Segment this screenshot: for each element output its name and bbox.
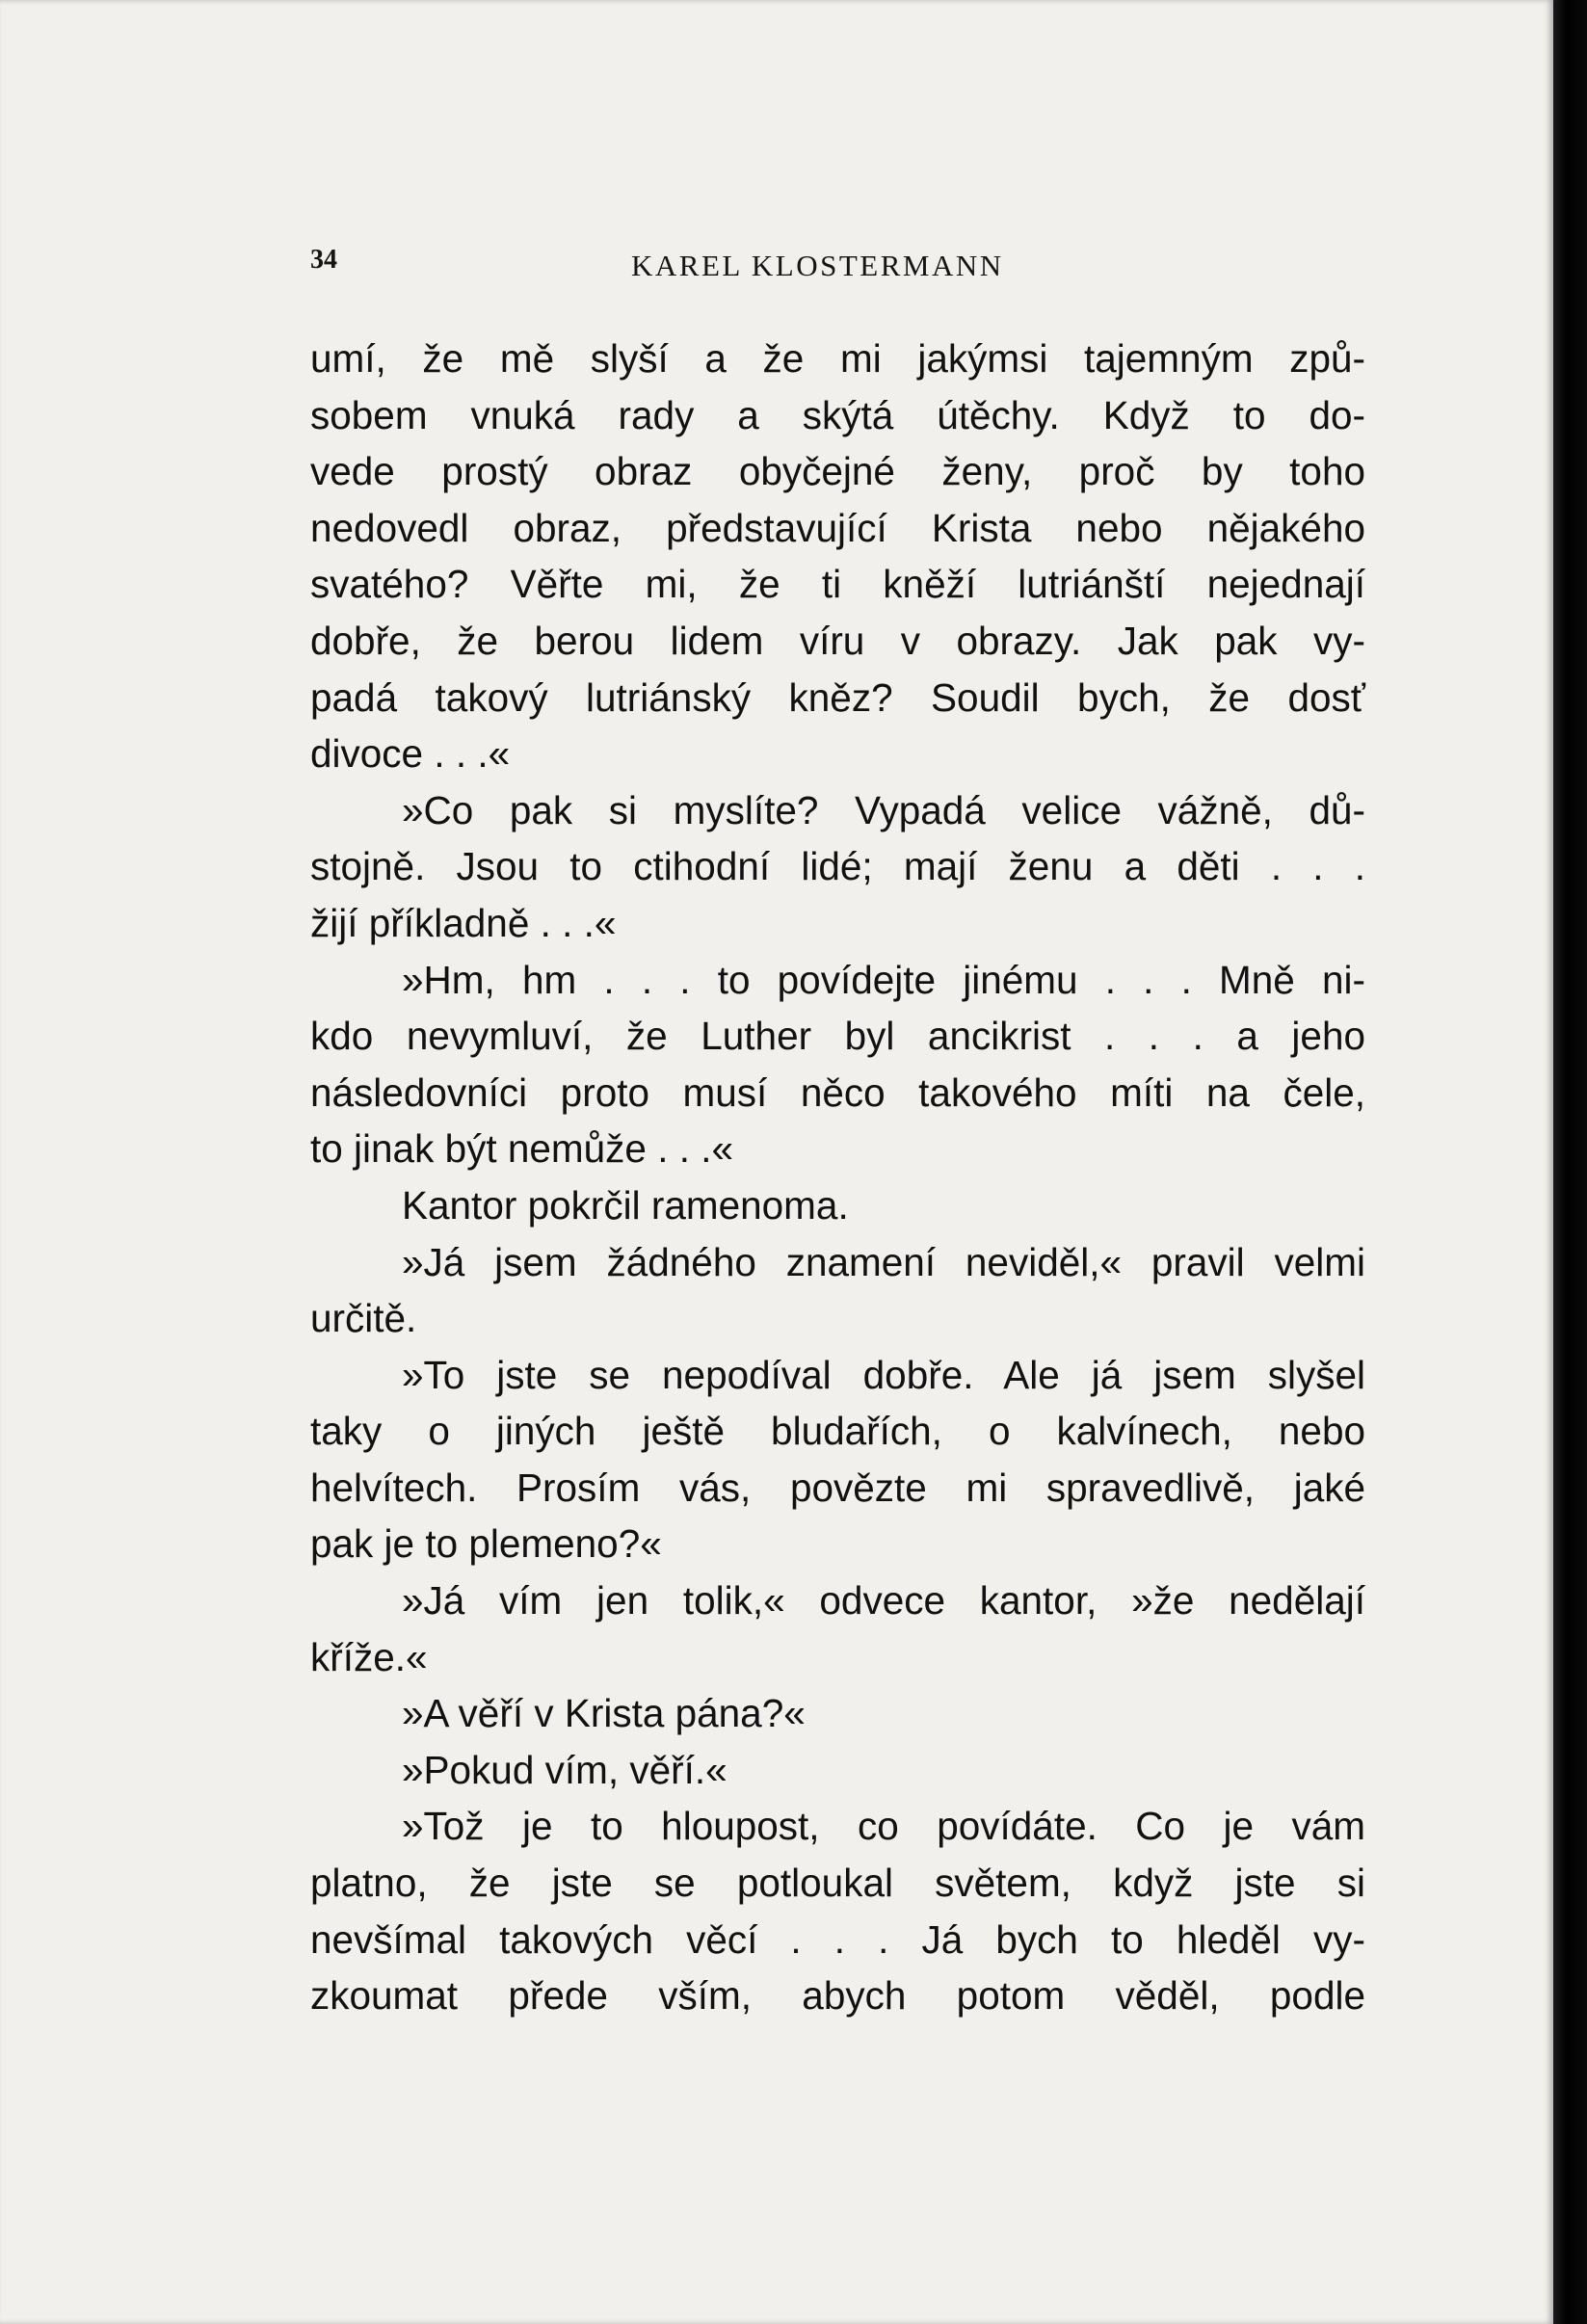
text-line: stojně. Jsou to ctihodní lidé; mají ženu a děti . . . [310,844,1365,889]
text-line: dobře, že berou lidem víru v obrazy. Jak pak vy- [310,618,1365,663]
text-line: divoce . . .« [310,731,511,777]
text-line: vede prostý obraz obyčejné ženy, proč by toho [310,449,1365,494]
body-text [310,330,1365,2024]
text-line: taky o jiných ještě bludařích, o kalvínech, nebo [310,1409,1365,1454]
text-line: sobem vnuká rady a skýtá útěchy. Když to do- [310,392,1365,437]
text-line: »To jste se nepodíval dobře. Ale já jsem slyšel [402,1352,1365,1397]
text-line: »Já vím jen tolik,« odvece kantor, »že nedělají [402,1578,1365,1624]
text-line: »Co pak si myslíte? Vypadá velice vážně, dů- [402,787,1365,832]
text-line: zkoumat přede vším, abych potom věděl, podle [310,1973,1365,2019]
text-line: určitě. [310,1296,417,1341]
text-line: kdo nevymluví, že Luther byl ancikrist . . . a jeho [310,1014,1365,1059]
page-edge-shadow [1553,0,1587,2324]
text-line: »Tož je to hloupost, co povídáte. Co je vám [402,1804,1365,1849]
text-line: »A věří v Krista pána?« [402,1691,806,1736]
page-header [310,235,1370,283]
text-line: to jinak být nemůže . . .« [310,1126,733,1172]
text-line: Kantor pokrčil ramenoma. [402,1182,849,1228]
text-line: »Hm, hm . . . to povídejte jinému . . . Mně ni- [402,957,1365,1002]
text-line: »Pokud vím, věří.« [402,1747,727,1792]
page-number: 34 [310,245,337,275]
text-line: umí, že mě slyší a že mi jakýmsi tajemným způ- [310,336,1365,381]
text-line: svatého? Věřte mi, že ti kněží lutriánští nejednají [310,562,1365,607]
text-line: nedovedl obraz, představující Krista nebo nějakého [310,505,1365,550]
running-head: KAREL KLOSTERMANN [631,249,1004,282]
text-line: helvítech. Prosím vás, povězte mi spravedlivě, jaké [310,1465,1365,1510]
text-line: kříže.« [310,1634,428,1679]
text-line: »Já jsem žádného znamení neviděl,« pravil velmi [402,1239,1365,1284]
text-line: žijí příkladně . . .« [310,900,617,945]
text-line: následovníci proto musí něco takového míti na čele, [310,1070,1365,1115]
text-line: nevšímal takových věcí . . . Já bych to hleděl vy- [310,1916,1365,1962]
text-line: padá takový lutriánský kněz? Soudil bych, že dosť [310,674,1365,720]
text-line: platno, že jste se potloukal světem, když jste si [310,1861,1365,1906]
text-line: pak je to plemeno?« [310,1521,662,1567]
